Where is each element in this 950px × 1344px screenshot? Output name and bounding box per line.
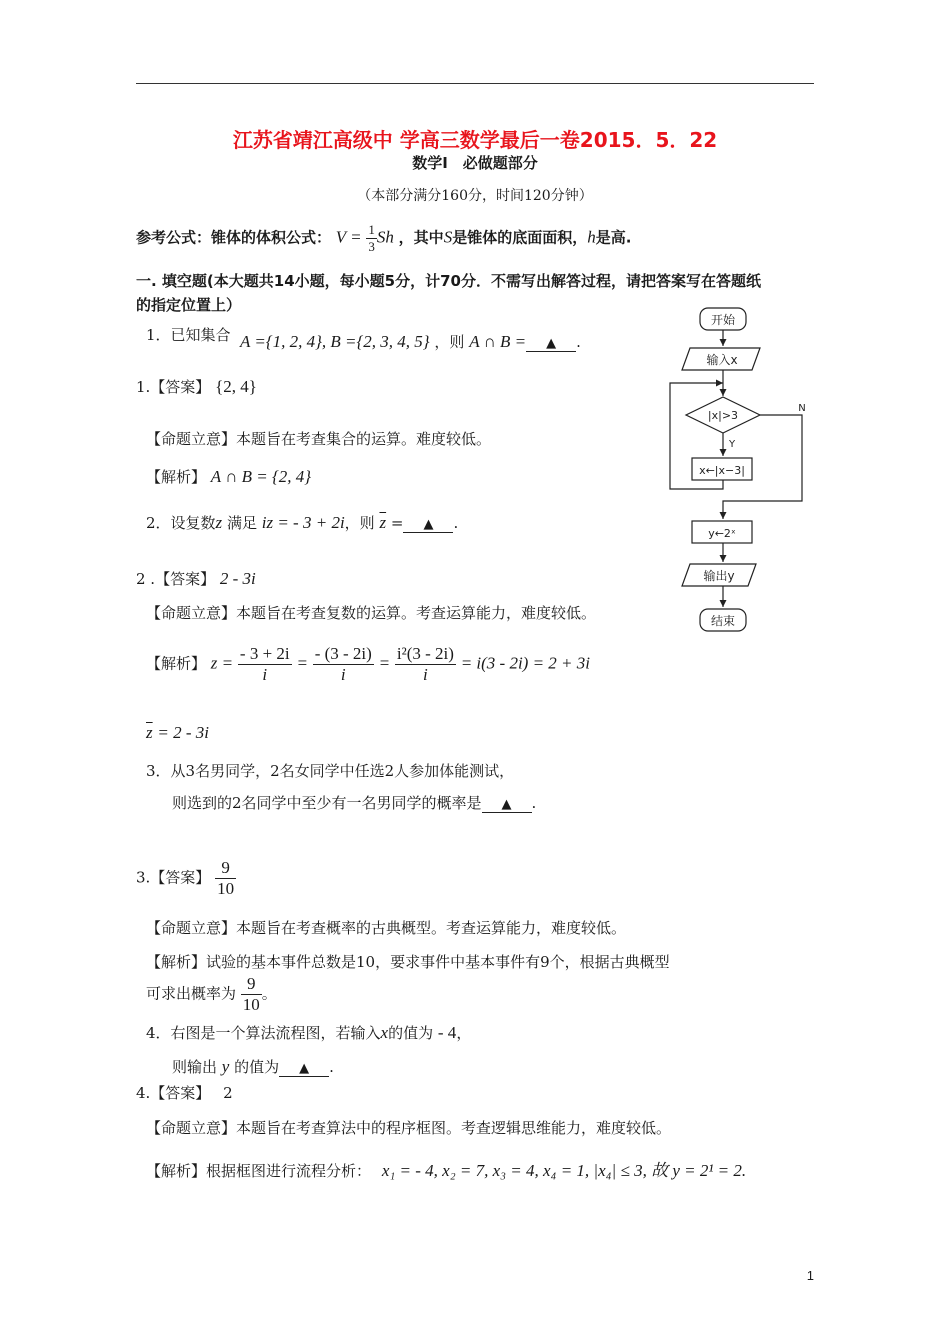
question-2: 2．设复数z 满足 iz = - 3 + 2i，则 $\overline{z}$ = ▲ . [146, 513, 459, 532]
page-number: 1 [806, 1268, 814, 1283]
flow-start-label: 开始 [710, 313, 736, 327]
intent-3: 【命题立意】本题旨在考查概率的古典概型。考查运算能力，难度较低。 [146, 919, 627, 937]
answer-fraction: $\frac{9}{10}$ [217, 858, 235, 898]
flow-assign-label: x←|x−3| [699, 464, 745, 477]
flow-no-label: N [798, 403, 806, 414]
intent-2: 【命题立意】本题旨在考查复数的运算。考查运算能力，难度较低。 [146, 604, 597, 622]
answer-4: 4.【答案】 2 [136, 1084, 233, 1102]
page-title: 江苏省靖江高级中 学高三数学最后一卷2015．5．22 [232, 128, 718, 152]
question-3-line2: 则选到的2名同学中至少有一名男同学的概率是 ▲ . [172, 794, 537, 812]
formula-rhs: Sh [376, 227, 394, 247]
question-4-line2: 则输出 y 的值为 ▲ . [172, 1057, 334, 1076]
answer-blank: ▲ [279, 1061, 329, 1077]
score-note: （本部分满分160分，时间120分钟） [357, 188, 593, 204]
page-subtitle: 数学Ⅰ 必做题部分 [412, 154, 538, 172]
fraction: $\frac{9}{10}$ [242, 974, 260, 1014]
question-1-math: A ={1, 2, 4}, B ={2, 3, 4, 5} ，则 A ∩ B = ▲ . [240, 332, 581, 351]
fraction: $\frac{- 3 + 2i}{i}$ [239, 644, 290, 684]
answer-blank: ▲ [526, 336, 576, 352]
question-1: 1．已知集合 [146, 326, 231, 344]
answer-2: 2 .【答案】 2 - 3i [136, 569, 256, 588]
answer-3: 3.【答案】 $\frac{9}{10}$ [136, 858, 235, 898]
answer-1: 1.【答案】 {2, 4} [136, 377, 257, 396]
analysis-1: 【解析】 A ∩ B = {2, 4} [146, 467, 312, 486]
answer-blank: ▲ [403, 517, 453, 533]
algorithm-flowchart [660, 300, 820, 640]
intent-1: 【命题立意】本题旨在考查集合的运算。难度较低。 [146, 430, 492, 448]
flow-output-label: 输出y [703, 569, 735, 583]
flow-end-label: 结束 [710, 614, 736, 628]
fraction: $\frac{- (3 - 2i)}{i}$ [314, 644, 372, 684]
analysis-4: 【解析】根据框图进行流程分析： x₁ = - 4, x₂ = 7, x₃ = 4, x₄ = 1, |x₄| ≤ 3, 故 y = 2¹ = 2. [146, 1161, 747, 1180]
analysis-2: 【解析】 z = $\frac{- 3 + 2i}{i}$ = $\frac{- (3 - 2i)}{i}$ = $\frac{\text{i²(3 - 2i)}}{i}$ = i(3 - 2i) = 2 + 3i [146, 644, 591, 684]
question-3: 3．从3名男同学，2名女同学中任选2人参加体能测试， [146, 762, 515, 780]
flow-yes-label: Y [728, 439, 736, 450]
section-heading-2: 的指定位置上） [136, 296, 242, 314]
top-rule [136, 83, 814, 84]
section-heading: 一. 填空题(本大题共14小题，每小题5分，计70分．不需写出解答过程，请把答案写在答题纸 [136, 272, 761, 290]
flow-input-label: 输入x [706, 353, 738, 367]
conjugate-result: $\overline{z} = 2 - 3i$ [146, 723, 210, 742]
analysis-3: 【解析】试验的基本事件总数是10，要求事件中基本事件有9个，根据古典概型 [146, 953, 670, 971]
formula-lhs: V = [335, 227, 362, 247]
question-4: 4．右图是一个算法流程图，若输入x的值为 - 4， [146, 1023, 472, 1042]
reference-formula: 参考公式：锥体的体积公式： V = $\frac{1}{3}$ Sh ，其中S是锥体的底面面积，h是高. [136, 222, 632, 254]
flow-output-assign-label: y←2ˣ [708, 527, 736, 540]
flow-decision-label: |x|>3 [707, 409, 739, 422]
analysis-3-line2: 可求出概率为 $\frac{9}{10}$ 。 [146, 974, 277, 1014]
answer-blank: ▲ [482, 797, 532, 813]
intent-4: 【命题立意】本题旨在考查算法中的程序框图。考查逻辑思维能力，难度较低。 [146, 1119, 672, 1137]
reference-prefix: 参考公式：锥体的体积公式： [136, 228, 332, 247]
fraction: $\frac{\text{i²(3 - 2i)}}{i}$ [396, 644, 454, 684]
formula-fraction: $\frac{1}{3}$ [368, 222, 375, 254]
